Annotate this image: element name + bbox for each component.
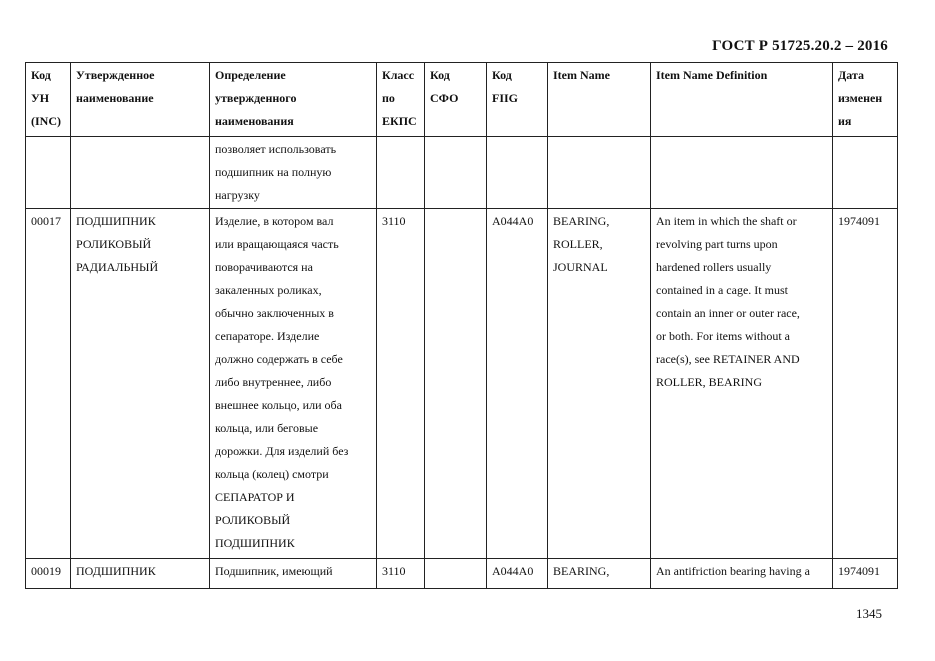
cell-definition: Подшипник, имеющий — [210, 559, 377, 589]
cell-item-name: BEARING, ROLLER, JOURNAL — [548, 209, 651, 559]
page-number: 1345 — [856, 606, 882, 621]
cell-change-date: 1974091 — [833, 559, 898, 589]
cell-item-definition — [651, 137, 833, 209]
cell-item-name — [548, 137, 651, 209]
cell-approved-name — [71, 137, 210, 209]
col-header-class: Класс по ЕКПС — [377, 63, 425, 137]
header-row — [26, 63, 898, 137]
table-row — [26, 559, 898, 589]
cell-inc: 00019 — [26, 559, 71, 589]
table-row — [26, 137, 898, 209]
cell-change-date — [833, 137, 898, 209]
cell-definition: позволяет использовать подшипник на полную нагрузку — [210, 137, 377, 209]
cell-fiig — [487, 137, 548, 209]
col-header-item-name: Item Name — [548, 63, 651, 137]
cell-approved-name: ПОДШИПНИК — [71, 559, 210, 589]
cell-definition: Изделие, в котором вал или вращающаяся часть поворачиваются на закаленных роликах, обычно заключенных в сепараторе. Изделие должно содержать в себе либо внутреннее, либо внешнее кольцо, или оба кольца, или беговые дорожки. Для изделий без кольца (колец) смотри СЕПАРАТОР И РОЛИКОВЫЙ ПОДШИПНИК — [210, 209, 377, 559]
cell-fiig: A044A0 — [487, 209, 548, 559]
cell-item-definition: An antifriction bearing having a — [651, 559, 833, 589]
classifier-table — [25, 62, 898, 589]
cell-class — [377, 137, 425, 209]
cell-sfo — [425, 137, 487, 209]
col-header-item-definition: Item Name Definition — [651, 63, 833, 137]
cell-class: 3110 — [377, 559, 425, 589]
cell-change-date: 1974091 — [833, 209, 898, 559]
col-header-approved-name: Утвержденное наименование — [71, 63, 210, 137]
col-header-fiig: Код FIIG — [487, 63, 548, 137]
col-header-sfo: Код СФО — [425, 63, 487, 137]
col-header-change-date: Дата изменен ия — [833, 63, 898, 137]
col-header-inc: Код УН (INC) — [26, 63, 71, 137]
cell-sfo — [425, 559, 487, 589]
cell-approved-name: ПОДШИПНИК РОЛИКОВЫЙ РАДИАЛЬНЫЙ — [71, 209, 210, 559]
cell-inc: 00017 — [26, 209, 71, 559]
document-code: ГОСТ Р 51725.20.2 – 2016 — [712, 38, 888, 54]
cell-item-definition: An item in which the shaft or revolving part turns upon hardened rollers usually contained in a cage. It must contain an inner or outer race, or both. For items without a race(s), see RETAINER AND ROLLER, BEARING — [651, 209, 833, 559]
cell-fiig: A044A0 — [487, 559, 548, 589]
cell-item-name: BEARING, — [548, 559, 651, 589]
cell-inc — [26, 137, 71, 209]
table-row — [26, 209, 898, 559]
col-header-definition: Определение утвержденного наименования — [210, 63, 377, 137]
cell-sfo — [425, 209, 487, 559]
cell-class: 3110 — [377, 209, 425, 559]
